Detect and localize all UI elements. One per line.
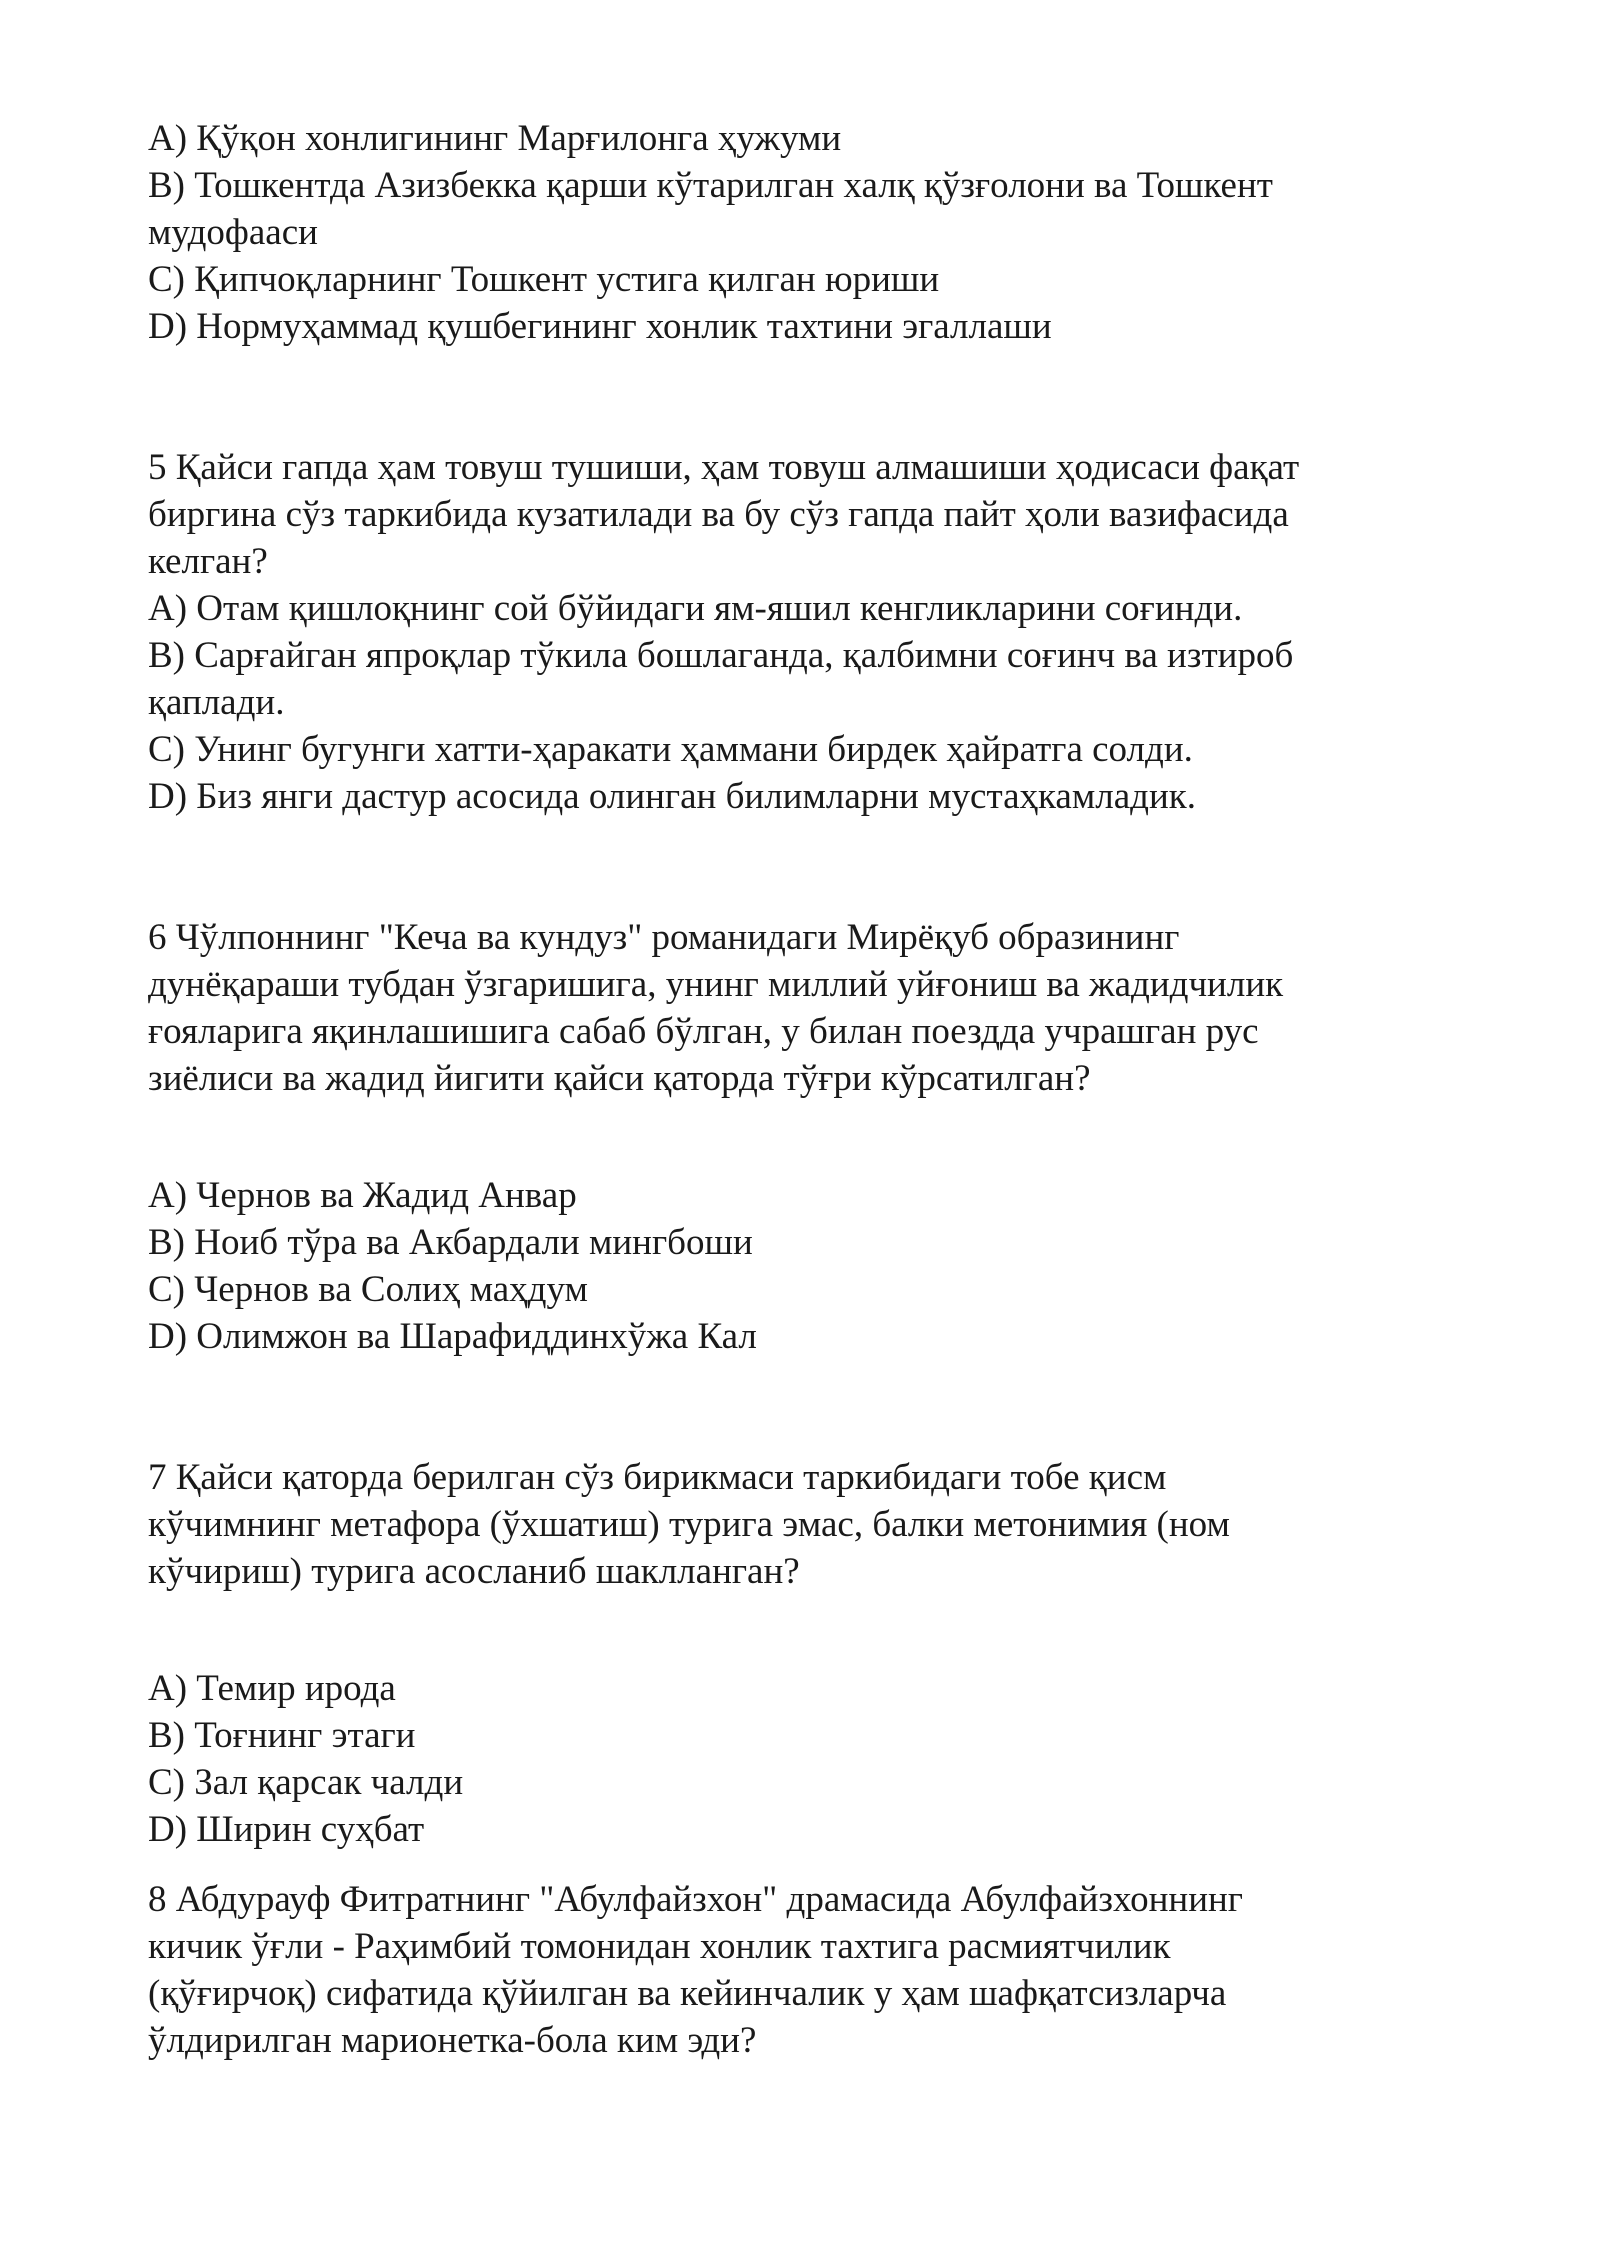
question-5-text: биргина сўз таркибида кузатилади ва бу сўз гапда пайт ҳоли вазифасида: [148, 494, 1289, 535]
question-8-text: ўлдирилган марионетка-бола ким эди?: [148, 2020, 757, 2061]
question-8-text: 8 Абдурауф Фитратнинг "Абулфайзхон" драмасида Абулфайзхоннинг: [148, 1879, 1243, 1920]
question-5-option-d: D) Биз янги дастур асосида олинган билимларни мустаҳкамладик.: [148, 776, 1196, 817]
question-5-option-b-continuation: қаплади.: [148, 682, 285, 723]
option-d: D) Нормуҳаммад қушбегининг хонлик тахтини эгаллаши: [148, 306, 1052, 347]
question-5-option-c: C) Унинг бугунги хатти-ҳаракати ҳаммани бирдек ҳайратга солди.: [148, 729, 1193, 770]
option-b-continuation: мудофааси: [148, 212, 318, 253]
question-7-text: кўчимнинг метафора (ўхшатиш) турига эмас, балки метонимия (ном: [148, 1504, 1230, 1545]
option-a: A) Қўқон хонлигининг Марғилонга ҳужуми: [148, 118, 842, 159]
option-c: C) Қипчоқларнинг Тошкент устига қилган юриши: [148, 259, 940, 300]
question-6-option-d: D) Олимжон ва Шарафиддинхўжа Кал: [148, 1316, 757, 1357]
question-7-option-c: C) Зал қарсак чалди: [148, 1762, 464, 1803]
option-b: B) Тошкентда Азизбекка қарши кўтарилган халқ қўзғолони ва Тошкент: [148, 165, 1273, 206]
question-6-option-c: C) Чернов ва Солиҳ маҳдум: [148, 1269, 588, 1310]
question-8-text: кичик ўғли - Раҳимбий томонидан хонлик тахтига расмиятчилик: [148, 1926, 1171, 1967]
question-5-option-a: A) Отам қишлоқнинг сой бўйидаги ям-яшил кенгликларини соғинди.: [148, 588, 1243, 629]
question-8-text: (қўғирчоқ) сифатида қўйилган ва кейинчалик у ҳам шафқатсизларча: [148, 1973, 1227, 2014]
question-6-text: ғояларига яқинлашишига сабаб бўлган, у билан поездда учрашган рус: [148, 1011, 1259, 1052]
question-7-text: 7 Қайси қаторда берилган сўз бирикмаси таркибидаги тобе қисм: [148, 1457, 1167, 1498]
question-5-text: келган?: [148, 541, 268, 582]
question-6-option-b: B) Ноиб тўра ва Акбардали мингбоши: [148, 1222, 753, 1263]
question-7-option-d: D) Ширин суҳбат: [148, 1809, 425, 1850]
question-5-option-b: B) Сарғайган япроқлар тўкила бошлаганда, қалбимни соғинч ва изтироб: [148, 635, 1294, 676]
question-6-text: 6 Чўлпоннинг "Кеча ва кундуз" романидаги Мирёқуб образининг: [148, 917, 1180, 958]
question-7-text: кўчириш) турига асосланиб шаклланган?: [148, 1551, 800, 1592]
question-6-text: зиёлиси ва жадид йигити қайси қаторда тўғри кўрсатилган?: [148, 1058, 1091, 1099]
question-6-text: дунёқараши тубдан ўзгаришига, унинг миллий уйғониш ва жадидчилик: [148, 964, 1284, 1005]
question-6-option-a: A) Чернов ва Жадид Анвар: [148, 1175, 577, 1216]
question-7-option-a: A) Темир ирода: [148, 1668, 396, 1709]
question-5-text: 5 Қайси гапда ҳам товуш тушиши, ҳам товуш алмашиши ҳодисаси фақат: [148, 447, 1300, 488]
question-7-option-b: B) Тоғнинг этаги: [148, 1715, 416, 1756]
